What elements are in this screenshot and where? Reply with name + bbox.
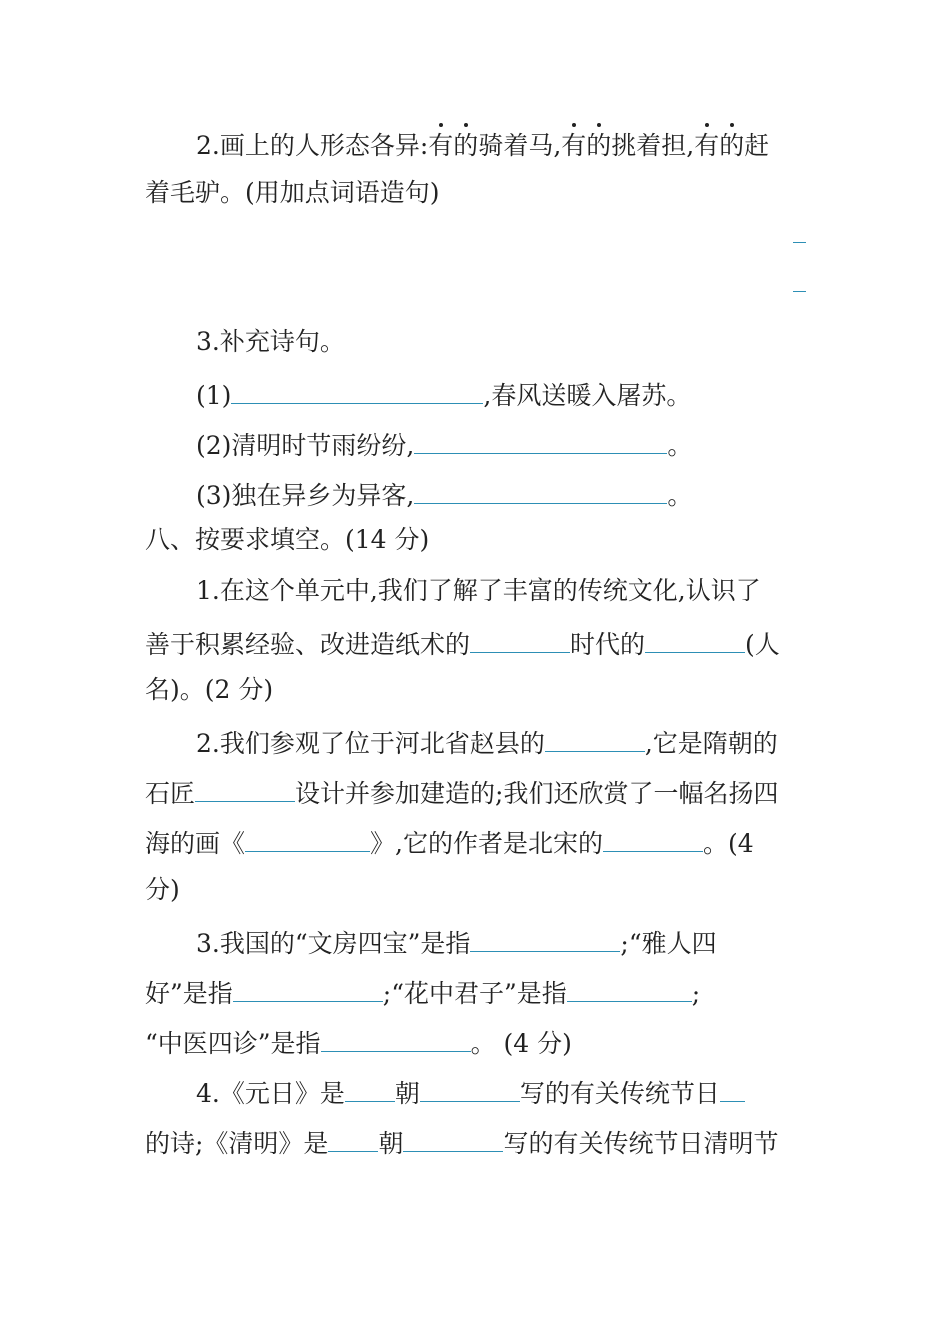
q2-text-d: 赶 [744, 131, 770, 160]
s8-item1-line2 [145, 626, 780, 659]
answer-blank[interactable] [321, 1025, 471, 1052]
item-text: 写的有关传统节日 [519, 1079, 720, 1108]
answer-blank[interactable] [328, 1125, 378, 1152]
item-text: 。(4 [702, 829, 754, 858]
emphasis-char: 有 [694, 131, 720, 160]
poem-text: 。 [667, 481, 693, 510]
s8-item1-line3: 名)。(2 分) [145, 675, 274, 704]
q3-poem-1 [196, 377, 692, 410]
answer-blank[interactable] [645, 626, 745, 653]
item-text: 的诗;《清明》是 [145, 1129, 329, 1158]
s8-item2-line1 [196, 725, 778, 758]
item-text: 3.我国的“文房四宝”是指 [196, 929, 471, 958]
answer-blank[interactable] [403, 1125, 503, 1152]
answer-blank[interactable] [567, 975, 692, 1002]
item-text: 好”是指 [145, 979, 233, 1008]
item-text: 朝 [378, 1129, 404, 1158]
emphasis-char: 有 [561, 131, 587, 160]
answer-blank[interactable] [545, 725, 645, 752]
emphasis-char: 的 [719, 131, 745, 160]
poem-text: (2)清明时节雨纷纷, [196, 431, 415, 460]
answer-blank[interactable] [233, 975, 383, 1002]
s8-item2-line3 [145, 825, 754, 858]
answer-blank[interactable] [345, 1075, 395, 1102]
item-text: 善于积累经验、改进造纸术的 [145, 630, 471, 659]
item-text: 。 (4 分) [470, 1029, 572, 1058]
section-8-header: 八、按要求填空。(14 分) [145, 525, 430, 554]
item-text: 时代的 [570, 630, 646, 659]
answer-blank[interactable] [414, 427, 667, 454]
answer-blank[interactable] [603, 825, 703, 852]
s8-item2-line4: 分) [145, 875, 180, 904]
q3-poem-3 [196, 477, 693, 510]
q2-text-c: 挑着担, [611, 131, 695, 160]
answer-blank[interactable] [420, 1075, 520, 1102]
s8-item3-line2 [145, 975, 701, 1008]
q2-text-b: 骑着马, [478, 131, 562, 160]
poem-text: (3)独在异乡为异客, [196, 481, 415, 510]
item-text: ;“雅人四 [620, 929, 717, 958]
item-text: 写的有关传统节日清明节 [503, 1129, 779, 1158]
item-text: 》,它的作者是北宋的 [370, 829, 603, 858]
emphasis-char: 的 [453, 131, 479, 160]
q2-text-a: 2.画上的人形态各异: [196, 131, 429, 160]
s8-item4-line2 [145, 1125, 779, 1158]
s8-item3-line3 [145, 1025, 572, 1058]
poem-text: ,春风送暖入屠苏。 [483, 381, 692, 410]
answer-line-mark[interactable] [793, 291, 806, 292]
q2-line-2: 着毛驴。(用加点词语造句) [145, 178, 440, 207]
s8-item1-line1: 1.在这个单元中,我们了解了丰富的传统文化,认识了 [196, 576, 761, 605]
item-text: 海的画《 [145, 829, 246, 858]
item-text: 朝 [394, 1079, 420, 1108]
emphasis-char: 有 [428, 131, 454, 160]
item-text: 设计并参加建造的;我们还欣赏了一幅名扬四 [295, 779, 779, 808]
item-text: ;“花中君子”是指 [382, 979, 567, 1008]
item-text: ; [691, 979, 701, 1008]
item-text: 石匠 [145, 779, 196, 808]
item-text: ,它是隋朝的 [644, 729, 778, 758]
q2-line-1 [196, 131, 769, 161]
answer-blank[interactable] [195, 775, 295, 802]
item-text: (人 [745, 630, 780, 659]
item-text: “中医四诊”是指 [145, 1029, 321, 1058]
emphasis-char: 的 [586, 131, 612, 160]
s8-item4-line1 [196, 1075, 745, 1108]
answer-blank[interactable] [470, 925, 620, 952]
poem-text: 。 [667, 431, 693, 460]
answer-line-mark[interactable] [793, 242, 806, 243]
q3-title: 3.补充诗句。 [196, 327, 345, 356]
s8-item3-line1 [196, 925, 717, 958]
answer-blank[interactable] [720, 1075, 745, 1102]
answer-blank[interactable] [414, 477, 667, 504]
answer-blank[interactable] [245, 825, 370, 852]
s8-item2-line2 [145, 775, 779, 808]
item-text: 2.我们参观了位于河北省赵县的 [196, 729, 545, 758]
q3-poem-2 [196, 427, 693, 460]
poem-label: (1) [196, 381, 232, 410]
answer-blank[interactable] [470, 626, 570, 653]
item-text: 4.《元日》是 [196, 1079, 345, 1108]
answer-blank[interactable] [231, 377, 483, 404]
